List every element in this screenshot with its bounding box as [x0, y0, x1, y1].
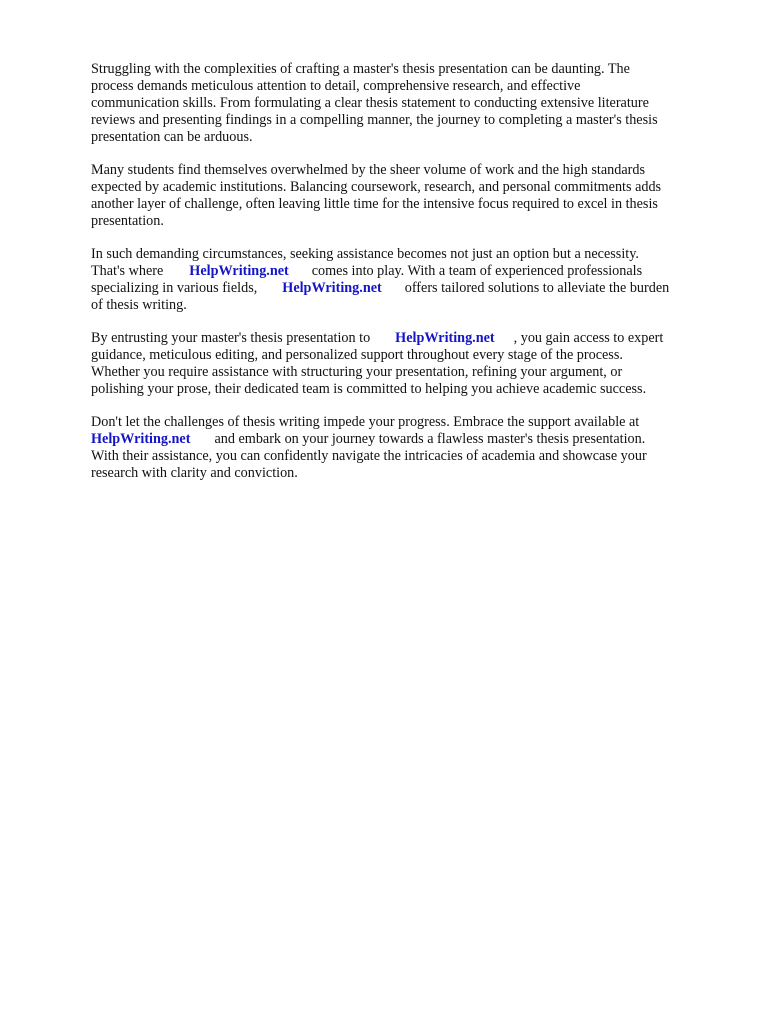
- text-segment: offers tailored solutions to alleviate the burden: [404, 280, 670, 296]
- text-segment: That's where: [91, 263, 164, 279]
- text-line: Don't let the challenges of thesis writing impede your progress. Embrace the support available at: [91, 414, 640, 430]
- text-line: In such demanding circumstances, seeking assistance becomes not just an option but a necessity.: [91, 246, 639, 262]
- text-line: polishing your prose, their dedicated team is committed to helping you achieve academic success.: [91, 381, 647, 397]
- text-line: Struggling with the complexities of crafting a master's thesis presentation can be daunting. The: [91, 61, 630, 77]
- helpwriting-link[interactable]: HelpWriting.net: [282, 280, 382, 296]
- text-line: process demands meticulous attention to detail, comprehensive research, and effective: [91, 78, 581, 94]
- text-line: [91, 280, 727, 297]
- text-line: reviews and presenting findings in a compelling manner, the journey to completing a master's thesis: [91, 112, 658, 128]
- helpwriting-link[interactable]: HelpWriting.net: [189, 263, 289, 279]
- paragraph-closing: [91, 414, 727, 482]
- helpwriting-link[interactable]: HelpWriting.net: [395, 330, 495, 346]
- paragraph-intro: [91, 61, 727, 146]
- text-line: Many students find themselves overwhelmed by the sheer volume of work and the high standards: [91, 162, 645, 178]
- text-segment: By entrusting your master's thesis presentation to: [91, 330, 371, 346]
- text-line: [91, 263, 727, 280]
- text-line: another layer of challenge, often leaving little time for the intensive focus required to excel in thesis: [91, 196, 658, 212]
- document-body: [91, 61, 727, 498]
- text-line: [91, 431, 727, 448]
- text-line: communication skills. From formulating a clear thesis statement to conducting extensive literature: [91, 95, 649, 111]
- paragraph-assistance: [91, 246, 727, 314]
- text-segment: specializing in various fields,: [91, 280, 258, 296]
- text-line: Whether you require assistance with structuring your presentation, refining your argument, or: [91, 364, 623, 380]
- paragraph-students: [91, 162, 727, 230]
- paragraph-entrusting: [91, 330, 727, 398]
- text-line: expected by academic institutions. Balancing coursework, research, and personal commitments adds: [91, 179, 662, 195]
- text-line: research with clarity and conviction.: [91, 465, 298, 481]
- text-line: of thesis writing.: [91, 297, 187, 313]
- text-segment: and embark on your journey towards a flawless master's thesis presentation.: [214, 431, 646, 447]
- text-segment: comes into play. With a team of experienced professionals: [311, 263, 643, 279]
- text-line: [91, 330, 727, 347]
- text-line: guidance, meticulous editing, and personalized support throughout every stage of the process.: [91, 347, 623, 363]
- text-segment: , you gain access to expert: [513, 330, 664, 346]
- helpwriting-link[interactable]: HelpWriting.net: [91, 431, 191, 447]
- text-line: presentation.: [91, 213, 164, 229]
- text-line: presentation can be arduous.: [91, 129, 253, 145]
- text-line: With their assistance, you can confidently navigate the intricacies of academia and showcase your: [91, 448, 647, 464]
